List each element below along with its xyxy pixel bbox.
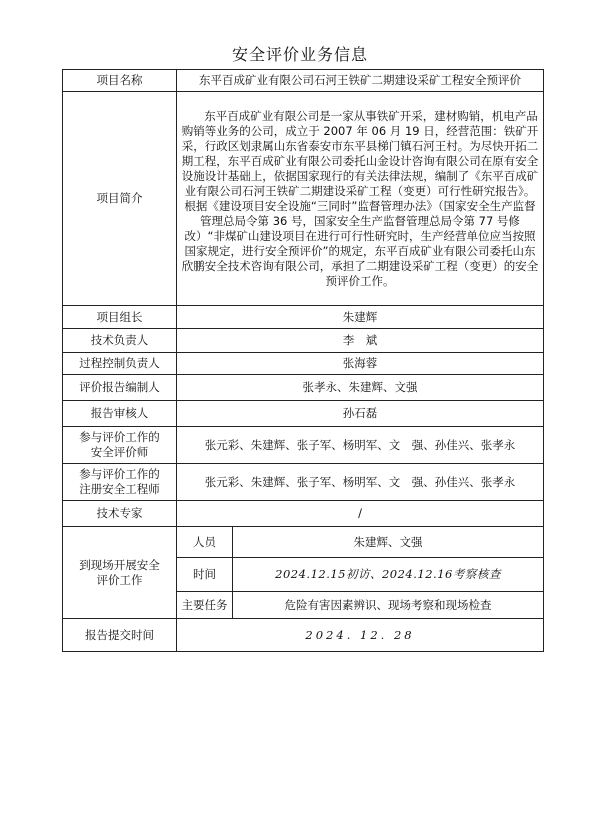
project-leader-value: 朱建辉 — [177, 306, 544, 329]
engineers-label-line1: 参与评价工作的 — [79, 467, 160, 481]
onsite-time-value: 2024.12.15初访、2024.12.16考察核查 — [233, 558, 544, 592]
engineers-label — [63, 464, 177, 501]
page-title: 安全评价业务信息 — [231, 45, 368, 64]
onsite-label-line2: 评价工作 — [96, 572, 143, 587]
process-control-value: 张海蓉 — [177, 353, 544, 375]
evaluators-label-line2: 安全评价师 — [90, 445, 149, 459]
project-intro-value: 东平百成矿业有限公司是一家从事铁矿开采，建材购销，机电产品购销等业务的公司，成立于 2007 年 06 月 19 日，经营范围：铁矿开采，行政区划隶属山东省泰安市东平县梯门镇石河王村。为尽快开拓二期工程，东平百成矿业有限公司委托山金设计咨询有限公司在原有安全设施设计基础上，依据国家现行的有关法律法规，编制了《东平百成矿业有限公司石河王铁矿二期建设采矿工程（变更）可行性研究报告》。根据《建设项目安全设施“三同时”监督管理办法》（国家安全生产监督管理总局令第 36 号，国家安全生产监督管理总局令第 77 号修改）“非煤矿山建设项目在进行可行性研究时，生产经营单位应当按照国家规定，进行安全预评价”的规定，东平百成矿业有限公司委托山东欣鹏安全技术咨询有限公司，承担了二期建设采矿工程（变更）的安全预评价工作。 — [181, 108, 539, 288]
onsite-task-value: 危险有害因素辨识、现场考察和现场检查 — [233, 592, 544, 619]
row-project-intro — [63, 92, 544, 306]
tech-expert-value: / — [177, 501, 544, 527]
evaluators-value: 张元彩、朱建辉、张子军、杨明军、文 强、孙佳兴、张孝永 — [177, 427, 544, 464]
engineers-value: 张元彩、朱建辉、张子军、杨明军、文 强、孙佳兴、张孝永 — [177, 464, 544, 501]
submit-time-label: 报告提交时间 — [63, 619, 177, 652]
evaluators-label — [63, 427, 177, 464]
info-table — [62, 69, 544, 652]
tech-lead-value: 李 斌 — [177, 329, 544, 353]
row-process-control — [63, 353, 544, 375]
onsite-task-label: 主要任务 — [177, 592, 233, 619]
row-tech-lead — [63, 329, 544, 353]
tech-expert-label: 技术专家 — [63, 501, 177, 527]
onsite-time-label: 时间 — [177, 558, 233, 592]
onsite-label — [63, 527, 177, 619]
project-name-label: 项目名称 — [63, 70, 177, 92]
evaluators-label-line1: 参与评价工作的 — [79, 430, 160, 444]
row-onsite-personnel — [63, 527, 544, 558]
report-author-value: 张孝永、朱建辉、文强 — [177, 375, 544, 401]
process-control-label: 过程控制负责人 — [63, 353, 177, 375]
report-reviewer-label: 报告审核人 — [63, 401, 177, 427]
project-name-value: 东平百成矿业有限公司石河王铁矿二期建设采矿工程安全预评价 — [177, 70, 544, 92]
onsite-personnel-label: 人员 — [177, 527, 233, 558]
onsite-personnel-value: 朱建辉、文强 — [233, 527, 544, 558]
row-project-leader — [63, 306, 544, 329]
project-intro-label: 项目简介 — [63, 92, 177, 306]
row-engineers — [63, 464, 544, 501]
row-submit-time — [63, 619, 544, 652]
onsite-label-line1: 到现场开展安全 — [79, 557, 160, 572]
project-leader-label: 项目组长 — [63, 306, 177, 329]
submit-time-value: 2024. 12. 28 — [177, 619, 544, 652]
row-evaluators — [63, 427, 544, 464]
row-project-name — [63, 70, 544, 92]
tech-lead-label: 技术负责人 — [63, 329, 177, 353]
row-report-author — [63, 375, 544, 401]
report-author-label: 评价报告编制人 — [63, 375, 177, 401]
project-intro-text — [177, 92, 544, 306]
row-tech-expert — [63, 501, 544, 527]
report-reviewer-value: 孙石磊 — [177, 401, 544, 427]
row-report-reviewer — [63, 401, 544, 427]
engineers-label-line2: 注册安全工程师 — [79, 482, 160, 496]
